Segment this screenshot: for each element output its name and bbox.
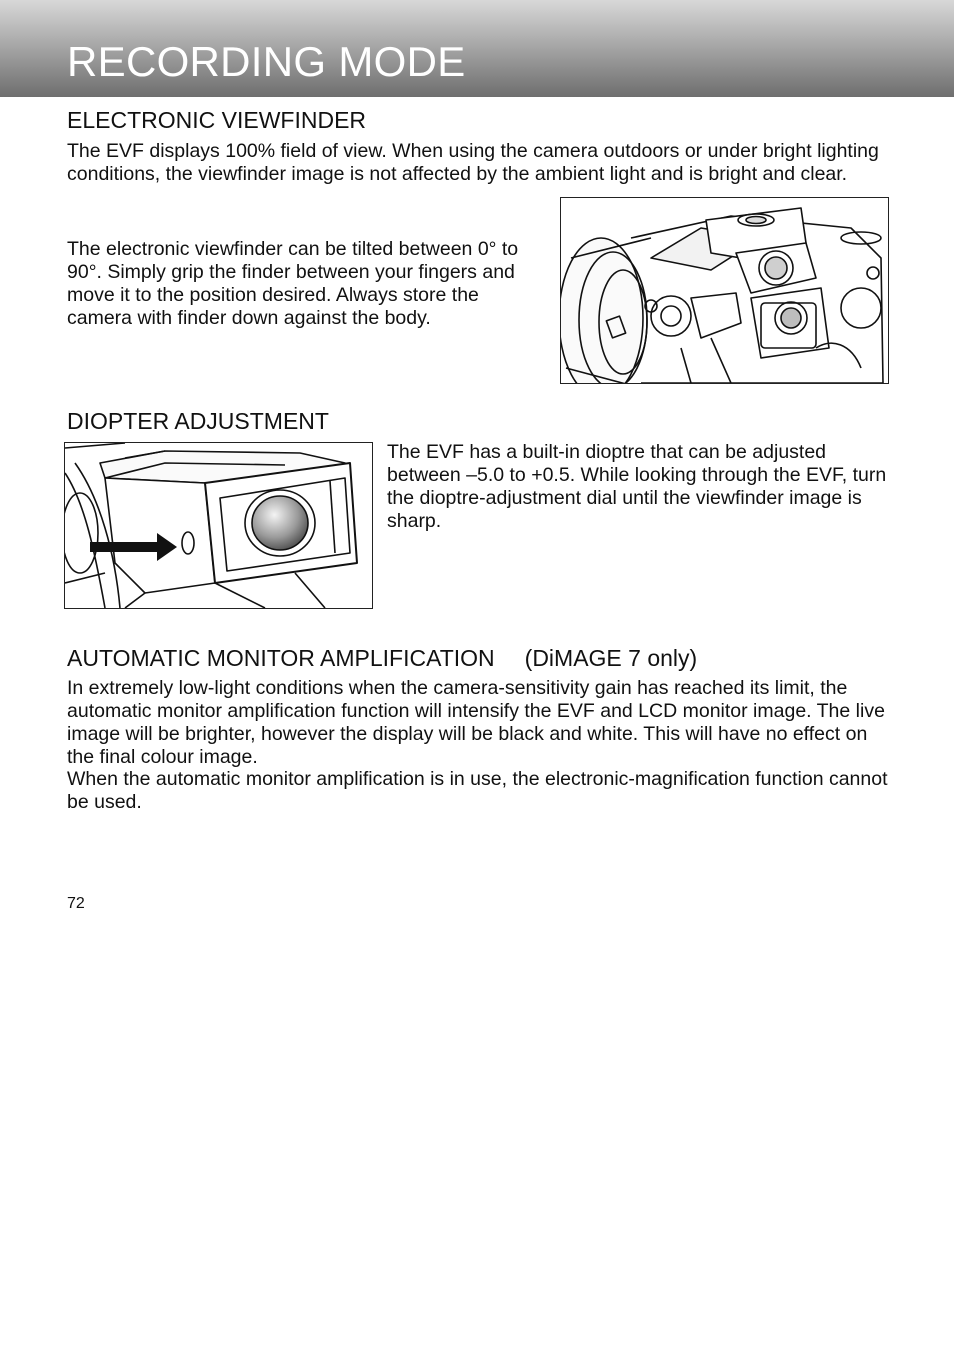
evf-eyecup-drawing [65, 443, 372, 608]
camera-evf-tilt-drawing [561, 198, 888, 383]
amplification-heading-note: (DiMAGE 7 only) [524, 645, 698, 671]
diopter-heading: DIOPTER ADJUSTMENT [67, 408, 329, 434]
diopter-paragraph: The EVF has a built-in dioptre that can be adjusted between –5.0 to +0.5. While looking through the EVF, turn the dioptre-adjustment dial until the viewfinder image is sharp. [387, 441, 887, 532]
evf-paragraph-2: The electronic viewfinder can be tilted between 0° to 90°. Simply grip the finder between your fingers and move it to the position desired. Always store the camera with finder down against the body. [67, 238, 519, 329]
page-number: 72 [67, 895, 85, 912]
amplification-paragraph-1: In extremely low-light conditions when the camera-sensitivity gain has reached its limit, the automatic monitor amplification function will intensify the EVF and LCD monitor image. The live image will be brighter, however the display will be black and white. This will have no effect on the final colour image. [67, 677, 885, 768]
diopter-dial-illustration [64, 442, 373, 609]
page-title: RECORDING MODE [67, 38, 466, 85]
header-bar [0, 0, 954, 97]
amplification-paragraph-2: When the automatic monitor amplification is in use, the electronic-magnification function cannot be used. [67, 768, 888, 813]
amplification-heading [67, 644, 697, 672]
amplification-heading-main: AUTOMATIC MONITOR AMPLIFICATION [67, 645, 495, 671]
evf-heading: ELECTRONIC VIEWFINDER [67, 107, 367, 133]
evf-tilt-illustration [560, 197, 889, 384]
evf-paragraph-1: The EVF displays 100% field of view. When using the camera outdoors or under bright lighting conditions, the viewfinder image is not affected by the ambient light and is bright and clear. [67, 140, 879, 185]
